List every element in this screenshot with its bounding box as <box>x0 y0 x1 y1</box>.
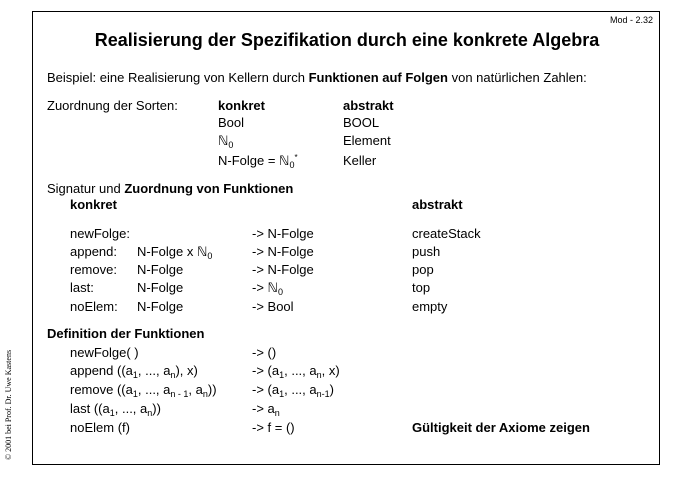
intro-text-before: Beispiel: eine Realisierung von Kellern durch <box>47 70 309 85</box>
sig-name: last: <box>70 280 94 295</box>
sorts-label: Zuordnung der Sorten: <box>47 98 178 113</box>
subscript: n <box>316 370 322 380</box>
subscript: 0 <box>207 251 213 261</box>
def-rhs: -> ($a_1$, ..., $a_{n-1}$) <box>252 382 334 399</box>
signature-header-abstract: abstrakt <box>412 197 463 212</box>
definitions-heading: Definition der Funktionen <box>47 326 205 341</box>
sort-concrete: ℕ$_0$ <box>218 133 234 150</box>
subscript: n <box>170 370 176 380</box>
def-lhs: remove (($a_1$, ..., $a_{n - 1}$, $a_n$)) <box>70 382 217 399</box>
signature-heading <box>47 181 293 197</box>
subscript: 0 <box>277 287 283 297</box>
sort-concrete: Bool <box>218 115 245 130</box>
sort-abstract: Keller <box>343 153 377 168</box>
subscript: 1 <box>279 370 285 380</box>
sig-abstract: empty <box>412 299 448 314</box>
sorts-header-abstract: abstrakt <box>343 98 394 113</box>
subscript: 0 <box>228 140 234 150</box>
slide-id: Mod - 2.32 <box>609 15 653 25</box>
sig-arg: N-Folge x ℕ$_0$ <box>137 244 213 261</box>
subscript: 1 <box>109 408 115 418</box>
sorts-header-concrete: konkret <box>218 98 265 113</box>
def-lhs: noElem (f) <box>70 420 130 435</box>
subscript: n-1 <box>316 389 330 399</box>
intro-line <box>47 70 587 86</box>
page-title: Realisierung der Spezifikation durch eine konkrete Algebra <box>94 30 600 50</box>
sig-result: -> N-Folge <box>252 262 314 277</box>
def-lhs: append (($a_1$, ..., $a_n$), x) <box>70 363 198 380</box>
intro-text-after: von natürlichen Zahlen: <box>447 70 587 85</box>
sig-arg: N-Folge <box>137 299 184 314</box>
subscript: n <box>202 389 208 399</box>
def-lhs: last (($a_1$, ..., $a_n$)) <box>70 401 161 418</box>
subscript: 1 <box>132 389 138 399</box>
def-lhs: newFolge( ) <box>70 345 139 360</box>
sig-abstract: top <box>412 280 431 295</box>
axioms-note: Gültigkeit der Axiome zeigen <box>412 420 590 435</box>
copyright-note: © 2001 bei Prof. Dr. Uwe Kastens <box>4 349 13 460</box>
sig-abstract: createStack <box>412 226 481 241</box>
sig-result: -> ℕ$_0$ <box>252 280 283 297</box>
sig-abstract: push <box>412 244 441 259</box>
sig-result: -> N-Folge <box>252 226 314 241</box>
superscript: * <box>294 153 298 162</box>
sig-result: -> Bool <box>252 299 294 314</box>
subscript: n <box>274 408 280 418</box>
sig-abstract: pop <box>412 262 434 277</box>
sig-name: newFolge: <box>70 226 130 241</box>
subscript: n <box>147 408 153 418</box>
slide-frame <box>32 11 660 465</box>
signature-heading-plain: Signatur und <box>47 181 125 196</box>
intro-emphasis: Funktionen auf Folgen <box>308 70 448 85</box>
subscript: 1 <box>279 389 285 399</box>
def-rhs: -> f = () <box>252 420 295 435</box>
signature-heading-bold: Zuordnung von Funktionen <box>124 181 294 196</box>
def-rhs: -> $a_n$ <box>252 401 280 418</box>
subscript: 1 <box>132 370 138 380</box>
sig-arg: N-Folge <box>137 280 184 295</box>
sort-concrete: N-Folge = ℕ$_0$* <box>218 153 298 170</box>
sig-name: remove: <box>70 262 117 277</box>
subscript: 0 <box>289 160 295 170</box>
sig-name: noElem: <box>70 299 118 314</box>
sig-result: -> N-Folge <box>252 244 314 259</box>
sig-name: append: <box>70 244 117 259</box>
subscript: n - 1 <box>170 389 189 399</box>
def-rhs: -> () <box>252 345 277 360</box>
def-rhs: -> ($a_1$, ..., $a_n$, x) <box>252 363 340 380</box>
sort-abstract: Element <box>343 133 391 148</box>
sig-arg: N-Folge <box>137 262 184 277</box>
signature-header-concrete: konkret <box>70 197 117 212</box>
sort-abstract: BOOL <box>343 115 380 130</box>
